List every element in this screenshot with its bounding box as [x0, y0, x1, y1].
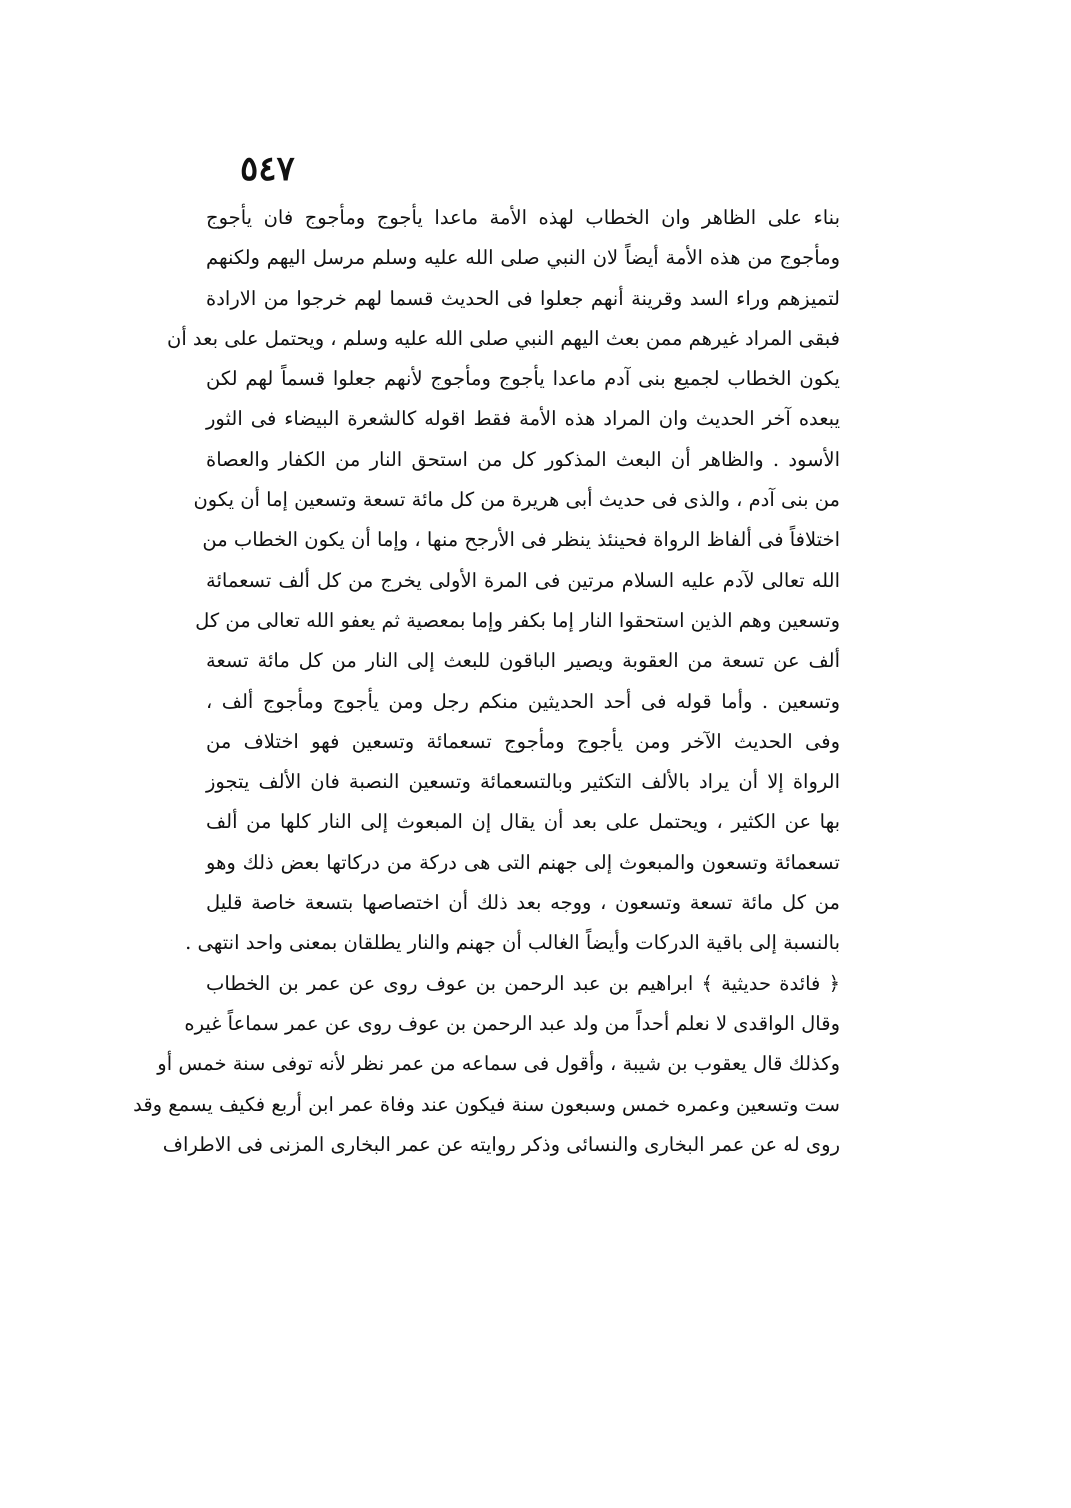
text-line: وتسعين . وأما قوله فى أحد الحديثين منكم رجل ومن يأجوج ومأجوج ألف ، [206, 689, 840, 713]
text-line: بناء على الظاهر وان الخطاب لهذه الأمة ماعدا يأجوج ومأجوج فان يأجوج [206, 206, 840, 229]
text-line: يبعده آخر الحديث وان المراد هذه الأمة فقط اقوله كالشعرة البيضاء فى الثور [206, 407, 840, 431]
text-line: فبقى المراد غيرهم ممن بعث اليهم النبي صلى الله عليه وسلم ، ويحتمل على بعد أن [167, 326, 840, 350]
text-line: تسعمائة وتسعون والمبعوث إلى جهنم التى هى دركة من دركاتها بعض ذلك وهو [206, 850, 840, 874]
page-number: ٥٤٧ [240, 149, 295, 189]
text-line: ألف عن تسعة من العقوبة ويصير الباقون للبعث إلى النار من كل مائة تسعة [206, 649, 840, 673]
text-line: من بنى آدم ، والذى فى حديث أبى هريرة من كل مائة تسعة وتسعين إما أن يكون [193, 488, 840, 512]
text-line: لتميزهم وراء السد وقرينة أنهم جعلوا فى الحديث قسما لهم خرجوا من الارادة [206, 286, 840, 310]
text-line: وفى الحديث الآخر ومن يأجوج ومأجوج تسعمائة وتسعين فهو اختلاف من [206, 729, 840, 753]
text-line: يكون الخطاب لجميع بنى آدم ماعدا يأجوج ومأجوج لأنهم جعلوا قسماً لهم لكن [206, 367, 840, 391]
text-line: بها عن الكثير ، ويحتمل على بعد أن يقال إن المبعوث إلى النار كلها من ألف [206, 810, 840, 834]
text-line: من كل مائة تسعة وتسعون ، ووجه بعد ذلك أن اختصاصها بتسعة خاصة قليل [206, 891, 840, 915]
text-line: ومأجوج من هذه الأمة أيضاً لان النبي صلى الله عليه وسلم مرسل اليهم ولكنهم [206, 246, 840, 270]
text-line: الرواة إلا أن يراد بالألف التكثير وبالتسعمائة وتسعين النصبة فان الألف يتجوز [206, 770, 840, 794]
text-line: الأسود . والظاهر أن البعث المذكور كل من استحق النار من الكفار والعصاة [206, 447, 840, 471]
text-line: وكذلك قال يعقوب بن شيبة ، وأقول فى سماعه من عمر نظر لأنه توفى سنة خمس أو [157, 1052, 840, 1076]
text-line: بالنسبة إلى باقية الدركات وأيضاً الغالب أن جهنم والنار يطلقان بمعنى واحد انتهى . [185, 931, 840, 955]
text-line: الله تعالى لآدم عليه السلام مرتين فى المرة الأولى يخرج من كل ألف تسعمائة [206, 568, 840, 592]
text-line: روى له عن عمر البخارى والنسائى وذكر روايته عن عمر البخارى المزنى فى الاطراف [162, 1132, 840, 1156]
text-line: وقال الواقدى لا نعلم أحداً من ولد عبد الرحمن بن عوف روى عن عمر سماعاً غيره [184, 1011, 840, 1035]
body-text [133, 198, 840, 1165]
text-line: اختلافاً فى ألفاظ الرواة فحينئذ ينظر فى الأرجح منها ، وإما أن يكون الخطاب من [202, 528, 840, 552]
text-line: وتسعين وهم الذين استحقوا النار إما بكفر وإما بمعصية ثم يعفو الله تعالى من كل [195, 608, 840, 632]
text-line: ﴿ فائدة حديثية ﴾ ابراهيم بن عبد الرحمن بن عوف روى عن عمر بن الخطاب [206, 971, 840, 995]
text-line: ست وتسعين وعمره خمس وسبعون سنة فيكون عند وفاة عمر ابن أربع فكيف يسمع وقد [133, 1092, 840, 1116]
